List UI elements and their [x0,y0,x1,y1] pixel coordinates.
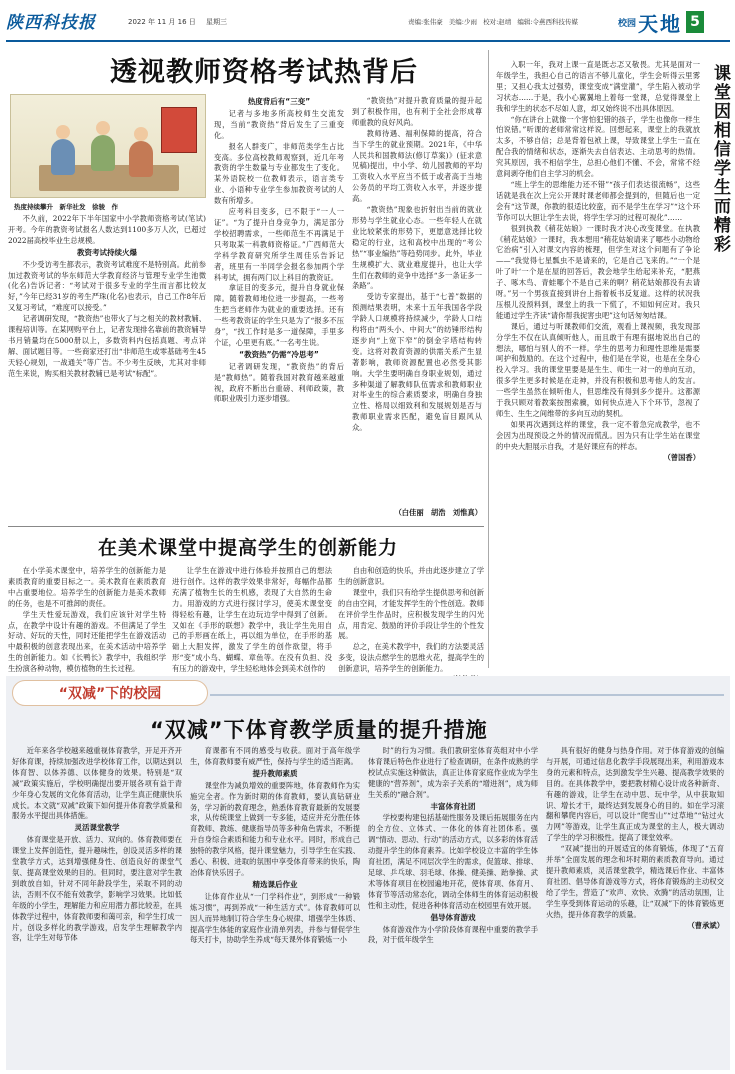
article1-byline-box [352,508,482,522]
paragraph: 拿证目的变多元，提升自身就业保障。随着教师地位进一步提高，一些考生把当老师作为就业的重要选择。还有一些考教资证的学生只是为了“报多不压身”，“找工作时是多一道保障，手里多个证，心里更有底。”一名考生说。 [214,283,344,347]
page-number: 5 [686,11,704,33]
cartoon-caption: 热度持续攀升 新华社发 徐骏 作 [14,203,118,211]
editor-credit: 校对:赵靖 [483,18,512,26]
paragraph: 受访专家提出，基于“七普”数据的预测结果表明，未来十五年我国各学段学龄人口规模将持续减少，学龄人口结构将由“两头小、中间大”的纺锤形结构逐步向“上宽下窄”的倒金字塔结构转变。这将对教育资源的供需关系产生显著影响，教师资源配置也必然受其影响。大学生要明确自身职业规划，通过多种渠道了解教师队伍需求和教师职业对毕业生的综合素质要求，明确自身独立性、格局以细致利和发展规划是否与教师职业需求匹配，避免盲目跟风从众。 [352,292,482,433]
paragraph: 教师待遇、福利保障的提高，符合当下学生的就业预期。2021年，《中华人民共和国教师法(修订草案)》(征求意见稿)提出，中小学、幼儿园教师的平均工资收入水平应当不低于或者高于当地公务员的平均工资收入水平，并逐步提高。 [352,128,482,204]
paragraph: 在小学美术课堂中，培养学生的创新能力是素质教育的重要目标之一。美术教育在素质教育中占重要地位。培养学生的创新能力是美术教师的任务，也是不可推卸的责任。 [8,566,166,608]
paragraph: 记者调研发现，“教资热”的背后是“教师热”。随着我国对教育越来越重视，政府不断出台重磅、利师政策，教师职业吸引力逐步增强。 [214,361,344,404]
article2-column-3 [338,566,484,674]
article1-column-3 [352,96,482,506]
masthead-rule [6,40,730,42]
byline: （曾国香） [663,452,700,462]
person-head [56,125,70,139]
subheading: 丰富体育社团 [430,801,476,811]
article2-column-1 [8,566,166,674]
paragraph: 近年来各学校越来越重视体育教学，开足开齐开好体育课，持续加强改进学校体育工作，以期达到以体育智、以体养德、以体健身的效果。特别是“双减”政策实施后，学校明确提出要开展各项有益于青少年身心发展的文化体育活动，让学生真正健康快乐成长。本文就“双减”政策下如何提升体育教学质量和服务水平提出具体措施。 [12,746,182,821]
band-column-1 [12,746,182,1066]
article2-column-2 [172,566,332,674]
paragraph: 入职一年，我对上课一直是既忐忑又敬畏。尤其是面对一年级学生，我担心自己的语言不够儿童化，学生会听得云里雾里；又担心我太过强势，课堂变成“满堂灌”，学生陷入被动学习状态……于是，我小心翼翼地上着每一堂课，总觉得课堂上我和学生的状态不尽如人意，却又始终说不出具体原因。 [496,60,700,113]
paragraph: 让学生在游戏中进行体验并按照自己的想法进行创作。这样的教学效果非常好，每幅作品都充满了植物生长的生机感，表现了大自然的生命力。用游戏的方式进行探讨学习，使美术课堂变得轻松有趣，让学生在边玩边学中得到了创新。又如在《手形的联想》教学中，我让学生先用自己的手形画在纸上，再以组为单位，在手形的基础上大胆发挥，激发了学生的创作欲望，将手形“变”成小鸟、蝴蝶、章鱼等。在没有负担、没有压力的游戏中，学生轻松地体会到美术创作的 [172,566,332,674]
masthead [6,4,730,40]
person-figure [51,139,75,175]
paragraph: 具有很好的健身与热身作用。对于体育游戏的创编与开展，可通过信息化教学手段展现出来，利用游戏本身的元素和特点，达到激发学生兴趣、提高教学效果的目的。在具体教学中，要把教材精心设计成各种新奇、有趣的游戏，让学生在动中思、玩中学，从中获取知识、增长才干，最终达到发展身心的目的。如在学习滚翻和攀爬内容后，可以设计“爬雪山”“过草地”“钻过火力网”等游戏，让学生真正成为课堂的主人，极大调动了学生的学习积极性。提高了课堂效率。 [546,746,724,843]
section-rule [8,526,484,527]
paragraph: 课后，通过与听课教师们交流，观看上课视频，我发现部分学生不仅在认真倾听他人，而且敢于有理有据地说出自己的想法，哪怕与别人的不一样。学生的思考力和理性思维是需要呵护和鼓励的。在这个过程中，他们是在学说，也是在全身心投入学习。我的课堂里要是是生生、师生一对一的单向互动，很多学生更多时候是在走神，并没有积极和思考他人的发言。一些学生虽然在倾听他人，但思维没有得到多少提升。这都源于我只顾对着教案按图索骥，如何快点进入下个环节，忽视了师生、生生之间维带的多向互动的契机。 [496,321,700,418]
editor-credit: 责编:张伟豪 [408,18,443,26]
band-column-4 [546,746,724,1066]
subheading: “教资热”仍需“冷思考” [239,349,319,359]
date: 2022 年 11 月 16 日 [128,18,196,26]
paragraph: 报名人群变广，非师范类学生占比变高。多位高校教师观察到，近几年考教资的学生数量与专业都发生了变化。某外语院校一位教师表示，语言类专业、小语种专业学生参加教资考试的人数有所增多。 [214,141,344,206]
paragraph: 让体育作业从“一门学科作业”，到形成“一种锻炼习惯”，再到养成“一种生活方式”。体育教师可以因人而异地制订符合学生身心规律、增强学生体质、提高学生体能的家庭作业清单列表，并参与督促学生每天打卡，协助学生养成“每天课外体育锻炼一小 [190,891,360,945]
paragraph: “教资热”现象也折射出当前的就业形势与学生就业心态。一些年轻人在就业比较紧张的形势下，更愿意选择比较稳定的行业，这和高校中出现的“考公热”“事业编热”等趋势同步。此外，毕业生规模扩大、就业难度提升，也让大学生们在教师的竞争中选择“多一条证多一条路”。 [352,205,482,291]
paragraph: 课堂作为减负增效的重要阵地，体育教师作为实施完全者。作为新时期的体育教师，要认真钻研业务，学习新的教育理念，熟悉体育教育最新的发展要求，从传统课堂上做到一专多能，适应并充分胜任体育教师、教练、健康指导员等多种角色需求，不断提升自身综合素质和能力和专业水平。同时，形成自己独特的教学风格，提升课堂魅力，引导学生在实践、悉心、积极、进取的氛围中享受体育带来的快乐，陶冶体育快乐因子。 [190,780,360,877]
paragraph: 课堂中，我们只有给学生提供思考和创新的自由空间，才能发挥学生的个性创造。教师在评价学生作品时，应积极发现学生的闪光点，用肯定、鼓励的评价手段让学生的个性发展。 [338,587,484,641]
section-tab: “双减”下的校园 [12,680,208,706]
certificate-book [161,107,197,153]
article1-column-1 [8,214,206,522]
paragraph: 育课都有不同的感受与收获。面对于高年级学生，体育教师要有威严性，保持与学生的适当距离。 [190,746,360,766]
paragraph: 如果再次遇到这样的课堂，我一定不着急完成教学，也不会因为出现预设之外的情况而慌乱。因为只有让学生站在课堂的中央大胆展示自我，才是好课应有的样态。 [496,419,700,451]
cartoon-illustration [10,94,206,198]
paragraph: 很到执教《稍花姑娘》一课时我才决心改变课堂。在执教《稍花姑娘》一课时，我本想用“稍花姑娘请来了哪些小动物给它治病”引入对课文内容的梳理，但学生对这个问题有了争论——“我觉得七星瓢虫不是请来的，它是自己飞来的。”“一个是叶了叶‘一个是在屋的回答后，教会地学生给起来补充，“肥燕子、啄木鸟、青蛙哪个不是自己来的啊？稍花姑娘都没有去请呀。”另一个男孩直接到讲台上指着板书反复道。这样的状况我压根儿没预料到，课堂上的我一下慌了，不知如何应对。我只能通过学生齐读“请你帮我捉害虫吧”这句话匆匆结课。 [496,223,700,320]
paragraph: “教资热”对提升教育质量的提升起到了积极作用，也有利于全社会形成尊师重教的良好风尚。 [352,96,482,127]
newspaper-logo: 陕西科技报 [6,13,96,33]
byline: （曹承斌） [687,920,724,930]
section-small: 校园 [618,18,637,29]
paragraph: “班上学生的思维能力还不错”“孩子们表达很流畅”，这些话就是我在次上完公开课时课老师都会提到的，但随后也一定会有“这节课，你教的很适比较蛮，而不是学生在学习”“这个环节你可以大胆让学生去说，将学生学习的过程可视化”…… [496,179,700,222]
paragraph: 不少受访考生都表示，教资考试难度不是特别高。此前参加过教资考试的华东师范大学教育经济与管理专业学生池微(化名)告诉记者：“考试对于很多专业的学生而言都比较友好，”今年已经31岁的考生严珠(化名)也表示，自己工作8年后又复习考试，“难度可以接受。” [8,259,206,313]
article1-column-2 [214,96,344,522]
section-big: 天地 [638,11,683,36]
band-column-2 [190,746,360,1066]
paragraph: 记者调研发现，“教资热”也带火了与之相关的教材教辅、课程培训等。在某网购平台上，记者发现排名靠前的教资辅导书月销量均在5000册以上，多数资料内包括真题、考点详解、面试题目等。一些商家还打出“非师范生或零基础考生45天轻心规划，一战通关”等广告。不少考生反映，尤其对非师范生来说，购买相关教材教辅已是考试“标配”。 [8,314,206,378]
subheading: 提升教师素质 [252,768,298,778]
editor-credit: 美编:少雨 [448,18,477,26]
issue-date [128,17,235,27]
person-figure [129,141,153,177]
column-divider [488,50,489,668]
article1-byline: （白佳丽 胡浩 刘惟真） [394,508,482,517]
section-tab-rule [210,694,724,696]
paragraph: 学校要构建包括基础性服务及课后拓展服务在内的全方位、立体式、一体化的体育社团体系。强调“情动、思动、行动”的活动方式，以多彩的体育活动提升学生的体育素养。比如学校设立丰富的学生体育社团，满足不同层次学生的需求，促篮球、排球、足球、乒乓球、羽毛球、体操、健美操、跆拳操、武术等体育项目在校园遍地开花，使体育项、体育月、体育节等活动常态化，调动全体师生的体育运动积极性和主动性，促进各种体育活动在校园里有效开展。 [368,813,538,910]
paragraph: 不久前，2022年下半年国家中小学教师资格考试(笔试)开考。今年的教资考试报名人数达到1100多万人次，已超过2022届高校毕业生总规模。 [8,214,206,245]
band-article-title: “双减”下体育教学质量的提升措施 [150,718,488,742]
subheading: 热度背后有“三变” [247,97,311,106]
side-article-column [496,60,700,656]
paragraph: 应考科目变多，已不限于“一人一证”。“为了提升自身竞争力，满足部分学校招聘需求，一些师范生不再满足于只考取某一科教师资格证。”广西师范大学科学教育研究所学生周佳乐告诉记者，班里有一半同学会报名参加两个学科考试，拥有两门以上科目的教资证。 [214,207,344,282]
band-column-3 [368,746,538,1066]
editor-credits [408,17,582,26]
section-label [618,8,704,36]
subheading: 灵活课堂教学 [74,823,120,833]
subheading: 倡导体育游戏 [430,912,476,922]
paragraph: 总之，在美术教学中，我们的方法要灵活多变，设法点燃学生的思维火花，提高学生的创新意识，培养学生的创新能力。 [338,642,484,674]
weekday: 星期三 [206,18,227,26]
paragraph: 自由和创造的快乐，并由此逐步建立了学生的创新意识。 [338,566,484,586]
person-figure [91,135,115,171]
paragraph: 时”的行为习惯。我们教研室体育英组对中小学体育课后特色作业进行了检查调研，在条件成熟的学校试点实施这种做法，真正让体育家庭作业成为学生健康的“营养剂”，成为亲子关系的“增进剂”，成为师生关系的“融合剂”。 [368,746,538,799]
paragraph: 体育课堂是开放、活力、双向的。体育教师要在课堂上发挥创造性，提升趣味性，创设灵活多样的课堂教学方式，达到增强健身性、创造良好的课堂气氛、提高课堂效果的目的。但同时，要注意对学生教到敢放自如，针对不同年龄段学生，采取不同的动法，否则不仅不能有效教学，影响学习效果。比如低年级的小学生，理解能力和应用潜力都比较差，在具体教学过程中，体育教师要和蔼可亲，和学生打成一片，创设多样化的教学游戏，启发学生理解教学内容，让学生对每节体 [12,835,182,943]
side-article-title: 课堂因相信学生而精彩 [710,64,730,254]
paragraph: 体育游戏作为小学阶段体育课程中重要的教学手段，对于低年级学生 [368,924,538,945]
article1-title: 透视教师资格考试热背后 [110,57,418,88]
paragraph: “你在讲台上就像一个害怕犯错的孩子，学生也像你一样生怕说错。”听课的老师常常这样说。回想起来，课堂上的我就放太多，不够自信；总是背着包袱上课，导致课堂上学生一直在配合我的情绪和状态，逐渐失去自信表达、主动思考的热情。究其原因，我不相信学生，总担心他们不懂、不会，常常不经意间剥夺他们自主学习的机会。 [496,114,700,179]
person-head [96,121,110,135]
paragraph: “双减”提出的开展适宜的体育锻炼，体现了“五育并举”全面发展的理念和坏时期的素质教育导向。通过提升教师素质，灵活课堂教学，精选课后作业、丰富体育社团、倡导体育游戏等方式，将体育锻炼的主动权交给了学生，营造了“欢声、欢快、欢腾”的活动氛围，让学生享受到体育运动的乐趣，让“双减”下的体育锻炼更火热，提升体育教学的质量。 [546,844,724,919]
editor-credit: 编辑:令燕西科技传媒 [517,18,579,26]
paragraph: 记者与多地多所高校师生交流发现，当前“教资热”背后发生了三重变化。 [214,108,344,140]
person-head [134,127,148,141]
subheading: 精选课后作业 [252,879,298,889]
article2-title: 在美术课堂中提高学生的创新能力 [98,537,399,559]
subheading: 教资考试持续火爆 [77,247,137,257]
paragraph: 学生天性爱玩游戏，我们应该针对学生特点，在教学中设计有趣的游戏。不但满足了学生好动、好玩的天性，同时还能把学生在游戏活动中最积极的创意表现出来，在美术活动中培养学生的创新能力。如《长鸭长》教学中，我组织学生扮演各种动物，模仿植物的生长过程。 [8,609,166,674]
